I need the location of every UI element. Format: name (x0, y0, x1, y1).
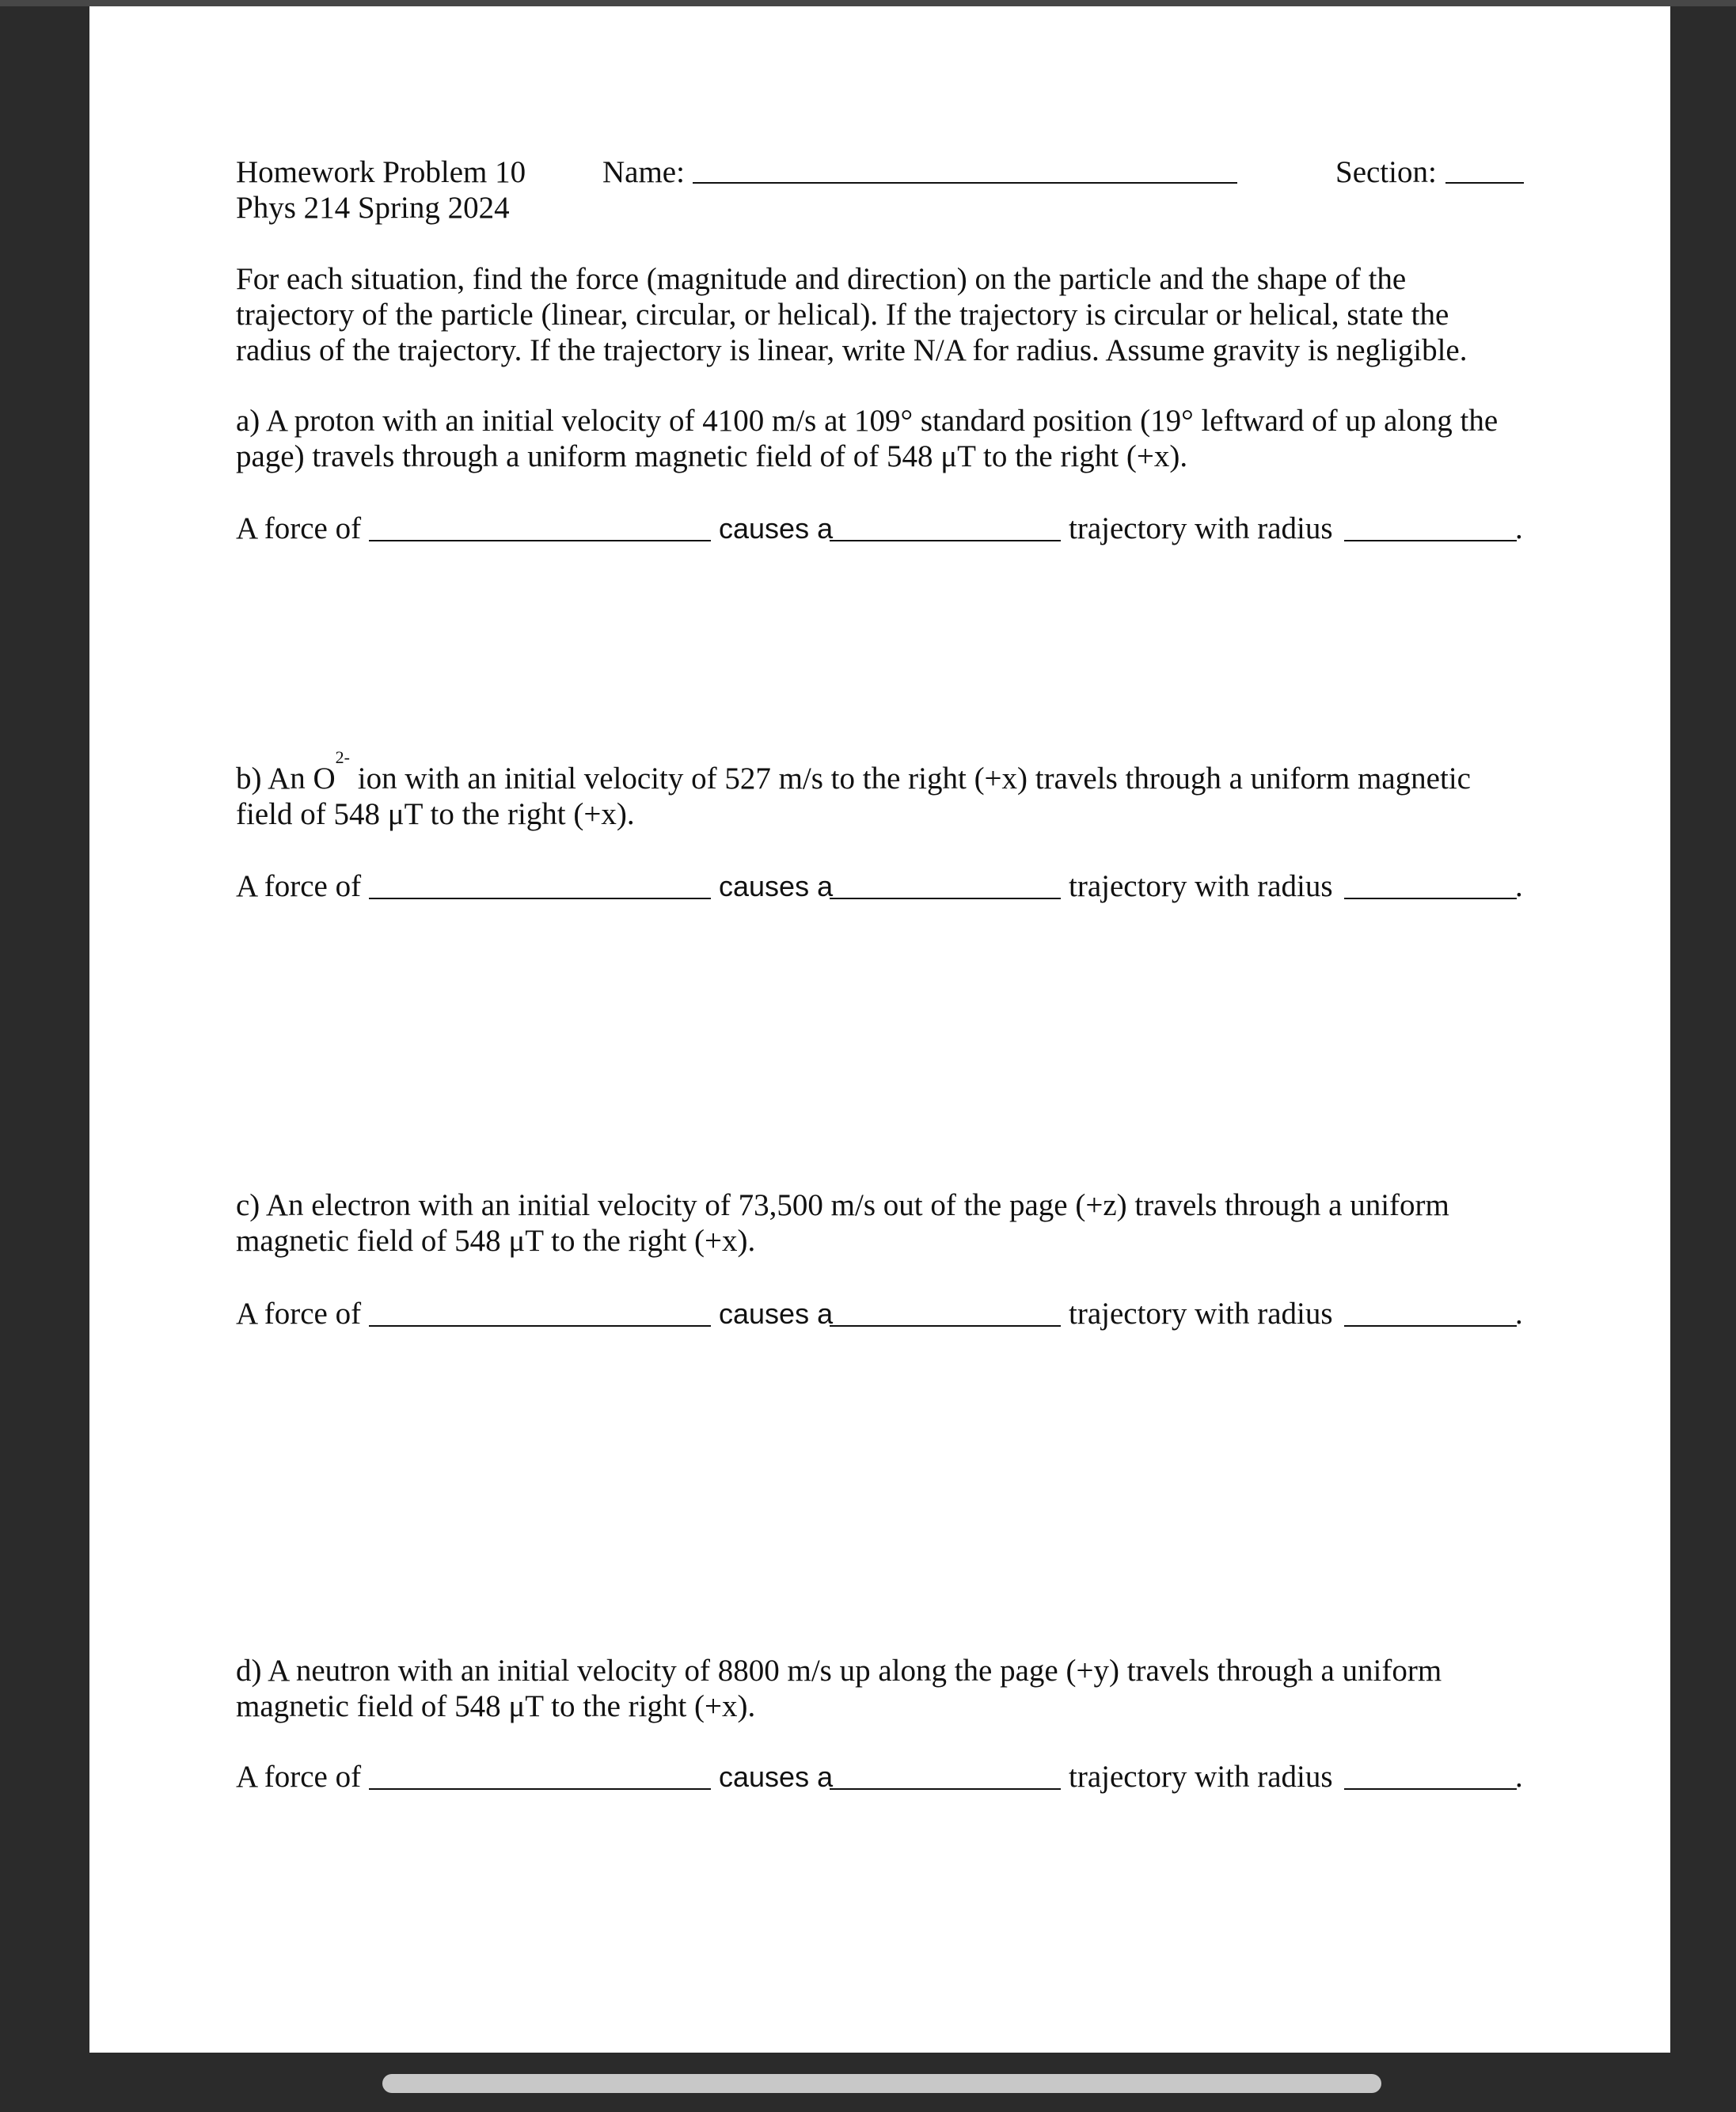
problem-a-causes-label: causes a (719, 512, 834, 545)
problem-b-trajectory-field[interactable] (830, 898, 1061, 899)
problem-b-end-mark: . (1515, 869, 1523, 903)
window-top-edge (0, 0, 1736, 6)
problem-d-trajectory-label: trajectory with radius (1069, 1760, 1333, 1794)
problem-c-trajectory-field[interactable] (830, 1325, 1061, 1327)
problem-b-line1 (236, 747, 1471, 796)
section-field[interactable] (1445, 182, 1524, 184)
course-term: Phys 214 Spring 2024 (236, 191, 510, 225)
problem-c-trajectory-label: trajectory with radius (1069, 1297, 1333, 1331)
problem-d-text (236, 1653, 1442, 1724)
problem-c-line2: magnetic field of 548 μT to the right (+x). (236, 1224, 756, 1258)
problem-d-causes-label: causes a (719, 1761, 834, 1793)
problem-d-line1: d) A neutron with an initial velocity of 8800 m/s up along the page (+y) travels through a uniform (236, 1654, 1442, 1688)
problem-b-radius-field[interactable] (1344, 898, 1517, 899)
problem-b-causes-label: causes a (719, 870, 834, 902)
name-label: Name: (602, 155, 685, 189)
problem-d-end-mark: . (1515, 1760, 1523, 1794)
problem-d-radius-field[interactable] (1344, 1788, 1517, 1790)
problem-b-line1-post: ion with an initial velocity of 527 m/s to the right (+x) travels through a uniform magnetic (350, 762, 1471, 796)
problem-a-force-field[interactable] (369, 540, 711, 541)
problem-a-trajectory-field[interactable] (830, 540, 1061, 541)
problem-b-force-label: A force of (236, 869, 362, 903)
problem-b-trajectory-label: trajectory with radius (1069, 869, 1333, 903)
problem-a-line2: page) travels through a uniform magnetic field of of 548 μT to the right (+x). (236, 439, 1188, 473)
course-title: Homework Problem 10 (236, 155, 526, 189)
problem-c-end-mark: . (1515, 1297, 1523, 1331)
problem-a-trajectory-label: trajectory with radius (1069, 511, 1333, 545)
problem-d-line2: magnetic field of 548 μT to the right (+x). (236, 1689, 756, 1723)
instructions-line: For each situation, find the force (magnitude and direction) on the particle and the shape of the (236, 262, 1407, 296)
problem-a-line1: a) A proton with an initial velocity of 4100 m/s at 109° standard position (19° leftward of up along the (236, 404, 1499, 438)
instructions-line: radius of the trajectory. If the trajectory is linear, write N/A for radius. Assume gravity is negligible. (236, 333, 1468, 367)
problem-c-force-field[interactable] (369, 1325, 711, 1327)
horizontal-scrollbar[interactable] (382, 2074, 1381, 2093)
problem-b-line2: field of 548 μT to the right (+x). (236, 797, 635, 831)
problem-c-line1: c) An electron with an initial velocity of 73,500 m/s out of the page (+z) travels through a uniform (236, 1188, 1449, 1222)
problem-c-radius-field[interactable] (1344, 1325, 1517, 1327)
problem-b-line1-pre: b) An O (236, 762, 336, 796)
problem-c-text (236, 1187, 1449, 1259)
instructions (236, 261, 1467, 368)
section-label: Section: (1335, 155, 1437, 189)
ion-charge-superscript: 2- (335, 747, 350, 767)
problem-d-force-field[interactable] (369, 1788, 711, 1790)
problem-b-text (236, 747, 1471, 832)
name-field[interactable] (693, 182, 1237, 184)
problem-b-force-field[interactable] (369, 898, 711, 899)
problem-a-text (236, 403, 1498, 474)
problem-a-force-label: A force of (236, 511, 362, 545)
problem-d-trajectory-field[interactable] (830, 1788, 1061, 1790)
problem-a-radius-field[interactable] (1344, 540, 1517, 541)
problem-d-force-label: A force of (236, 1760, 362, 1794)
instructions-line: trajectory of the particle (linear, circular, or helical). If the trajectory is circular or helical, state the (236, 298, 1449, 332)
problem-c-force-label: A force of (236, 1297, 362, 1331)
problem-c-causes-label: causes a (719, 1297, 834, 1330)
problem-a-end-mark: . (1515, 511, 1523, 545)
